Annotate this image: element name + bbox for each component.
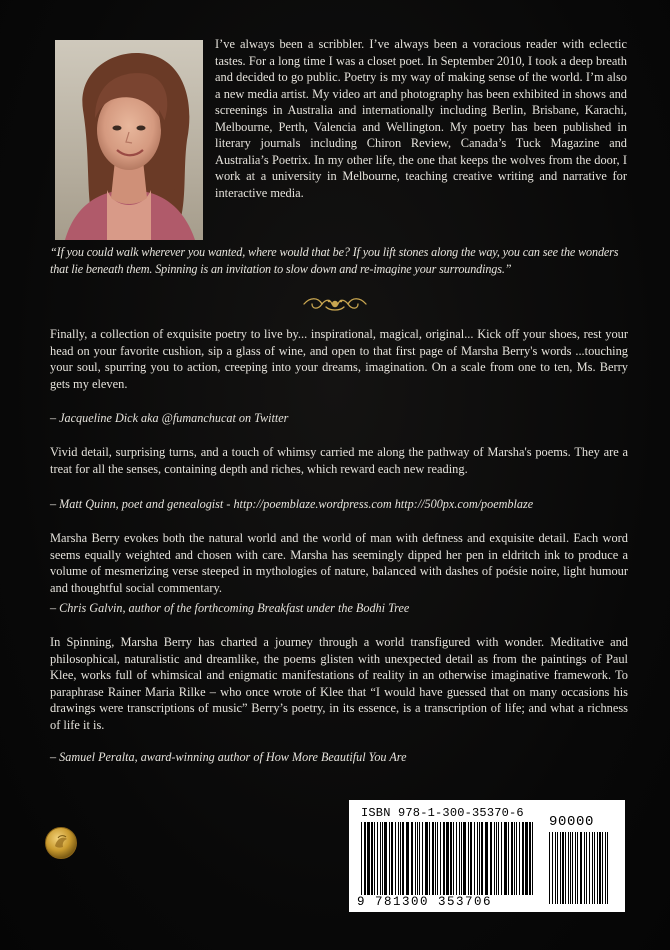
flourish-divider-icon [300, 293, 370, 315]
barcode-bar [419, 822, 420, 898]
barcode-bar [599, 832, 601, 904]
barcode-bar [417, 822, 418, 898]
review-text: Finally, a collection of exquisite poetry to live by... inspirational, magical, original... Kick off your shoes, rest your head on your favorite cushion, sip a glass of wine, and open to that first page of Marsha Berry's words ...touching your soul, spurring you to action, creeping into your dreams, imagination. On a scale from one to ten, Ms. Berry gets my eleven. [50, 327, 628, 391]
barcode-bar [490, 822, 492, 898]
barcode-bar [586, 832, 587, 904]
barcode-bar [395, 822, 396, 898]
review-attribution: – Chris Galvin, author of the forthcoming Breakfast under the Bodhi Tree [50, 601, 410, 615]
barcode-bar [525, 822, 528, 898]
barcode-bar [446, 822, 449, 898]
barcode-bar [575, 832, 576, 904]
barcode-bar [589, 832, 590, 904]
barcode-bar [477, 822, 478, 898]
barcode-bar [389, 822, 390, 898]
barcode-bar [422, 822, 423, 898]
barcode-bar [570, 832, 571, 904]
barcode-bar [384, 822, 387, 898]
barcode-bar [580, 832, 582, 904]
isbn-number: ISBN 978-1-300-35370-6 [361, 806, 524, 820]
barcode-bar [425, 822, 428, 898]
barcode-bar [361, 822, 362, 898]
barcode-bar [496, 822, 497, 898]
barcode-bar [568, 832, 569, 904]
barcode-bar [562, 832, 564, 904]
barcode-bar [382, 822, 383, 898]
review-attribution: – Matt Quinn, poet and genealogist - http://poemblaze.wordpress.com http://500px.com/poemblaze [50, 497, 534, 511]
barcode-bar [498, 822, 499, 898]
barcode-bar [459, 822, 460, 898]
barcode-bar [594, 832, 595, 904]
barcode-bar [461, 822, 462, 898]
barcode-bar [552, 832, 553, 904]
barcode-bar [456, 822, 457, 898]
barcode-bar [377, 822, 378, 898]
barcode-bar [374, 822, 375, 898]
barcode-bar [450, 822, 452, 898]
barcode-bar [364, 822, 366, 898]
review-text: Marsha Berry evokes both the natural world and the world of man with deftness and exquisite detail. Each word seems equally weighted and chosen with care. Marsha has seemingly dipped her pen in eldritch ink to produce a volume of mesmerizing verse steeped in mythologies of nature, balanced with dashes of poésie noire, light humour and thoughtful social commentary. [50, 531, 628, 595]
barcode-bar [435, 822, 436, 898]
gold-seal-icon [44, 826, 78, 860]
author-portrait-image [55, 40, 203, 240]
addon-barcode-bars [549, 832, 611, 904]
book-blurb-quote: “If you could walk wherever you wanted, where would that be? If you lift stones along the way, you can see the wonders that lie beneath them. Spinning is an invitation to slow down and re-imagine your surroundings.” [50, 245, 619, 276]
review-attribution [50, 749, 628, 765]
barcode-bar [474, 822, 475, 898]
barcode-bar [514, 822, 515, 898]
barcode-bar [605, 832, 606, 904]
ean-barcode-bars [361, 822, 537, 898]
barcode-bar [584, 832, 585, 904]
author-photo [55, 40, 203, 240]
barcode-bar [508, 822, 509, 898]
barcode-bar [367, 822, 370, 898]
review-text: In Spinning, Marsha Berry has charted a journey through a world transfigured with wonder. Meditative and philosophical, naturalistic and dreamlike, the poems glisten with unexpected detail as from the paintings of Paul Klee, works full of whimsical and enigmatic manifestations of reality in an otherwise imaginative framework. To paraphrase Rainer Maria Rilke – who once wrote of Klee that “I would have guessed that on many occasions his drawings were transcriptions of music” Berry’s poetry, in its essence, is a transcription of life; and what a richness of life it is. [50, 635, 628, 732]
barcode-bar [391, 822, 393, 898]
barcode-bar [519, 822, 520, 898]
barcode-bar [516, 822, 517, 898]
barcode-bar [597, 832, 598, 904]
barcode-bar [463, 822, 466, 898]
barcode-bar [440, 822, 441, 898]
barcode-bar [549, 832, 550, 904]
barcode-bar [532, 822, 533, 898]
barcode-bar [557, 832, 558, 904]
barcode-bar [398, 822, 399, 898]
barcode-bar [592, 832, 593, 904]
barcode-bar [432, 822, 434, 898]
barcode-bar [602, 832, 603, 904]
author-bio: I’ve always been a scribbler. I’ve always been a voracious reader with eclectic tastes. For a long time I was a closet poet. In September 2010, I took a deep breath and decided to go public. Poetry is my way of making sense of the world. I’m also a new media artist. My video art and photography has been exhibited in shows and screenings in Australia and internationally including Berlin, Brisbane, Karachi, Melbourne, Perth, Valencia and Wellington. My poetry has been published in literary journals including Chiron Review, Canada’s Tuck Magazine and Australia’s Poetrix. In my other life, the one that keeps the wolves from the door, I work at a university in Melbourne, teaching creative writing and narrative for interactive media. [215, 37, 627, 200]
barcode-bar [511, 822, 513, 898]
barcode-bar [555, 832, 556, 904]
isbn-barcode [349, 800, 625, 912]
barcode-bar [411, 822, 413, 898]
review-text: Vivid detail, surprising turns, and a touch of whimsy carried me along the pathway of Marsha's poems. They are a treat for all the senses, containing depth and riches, which reward each new reading. [50, 445, 628, 476]
barcode-bar [429, 822, 430, 898]
barcode-bar [468, 822, 469, 898]
barcode-bar [406, 822, 409, 898]
barcode-bar [437, 822, 438, 898]
barcode-bar [453, 822, 454, 898]
barcode-bar [607, 832, 608, 904]
barcode-bar [501, 822, 502, 898]
barcode-bar [443, 822, 445, 898]
barcode-bar [522, 822, 524, 898]
barcode-bar [402, 822, 404, 898]
barcode-bar [470, 822, 472, 898]
ean-digits: 9 781300 353706 [357, 895, 537, 909]
barcode-bar [371, 822, 373, 898]
barcode-bar [415, 822, 416, 898]
barcode-bar [560, 832, 561, 904]
barcode-bar [565, 832, 566, 904]
barcode-bar [485, 822, 488, 898]
barcode-bar [400, 822, 401, 898]
barcode-bar [504, 822, 507, 898]
review-attribution: – Jacqueline Dick aka @fumanchucat on Twitter [50, 411, 289, 425]
barcode-bar [572, 832, 573, 904]
barcode-bar [481, 822, 483, 898]
barcode-bar [494, 822, 495, 898]
price-code: 90000 [549, 814, 595, 830]
attribution-book-title: How More Beautiful You Are [265, 750, 407, 764]
barcode-bar [529, 822, 531, 898]
barcode-bar [479, 822, 480, 898]
attribution-prefix: – Samuel Peralta, award-winning author of [50, 750, 266, 764]
barcode-bar [577, 832, 578, 904]
barcode-bar [380, 822, 381, 898]
